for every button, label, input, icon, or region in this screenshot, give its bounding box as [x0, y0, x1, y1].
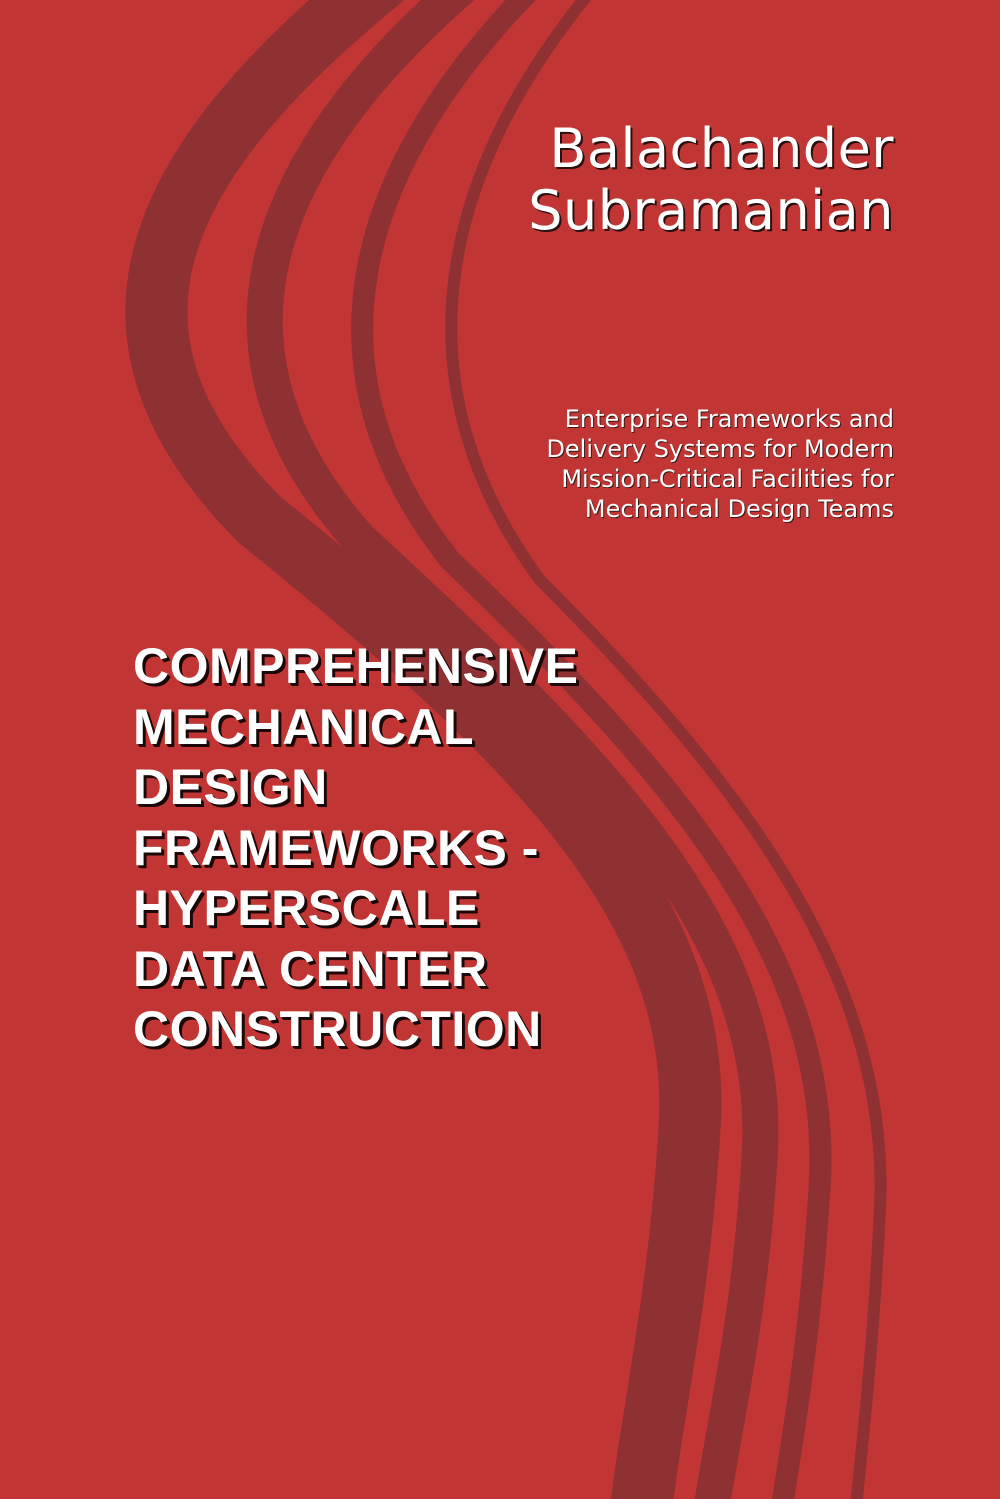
author-line: Balachander — [549, 117, 894, 180]
subtitle-line: Enterprise Frameworks and — [564, 405, 894, 433]
title-line: DATA CENTER — [133, 940, 488, 997]
book-subtitle — [414, 404, 894, 524]
subtitle-line: Mission-Critical Facilities for — [561, 465, 894, 493]
subtitle-line: Mechanical Design Teams — [584, 495, 894, 523]
title-line: DESIGN — [133, 759, 328, 815]
title-line: COMPREHENSIVE — [133, 638, 579, 694]
author-name — [334, 118, 894, 242]
subtitle-line: Delivery Systems for Modern — [546, 435, 894, 463]
title-line: FRAMEWORKS - — [133, 819, 539, 876]
title-line: MECHANICAL — [133, 698, 475, 755]
title-line: CONSTRUCTION — [133, 1001, 542, 1057]
author-line: Subramanian — [528, 179, 894, 242]
book-title — [133, 636, 893, 1060]
title-line: HYPERSCALE — [133, 880, 480, 936]
